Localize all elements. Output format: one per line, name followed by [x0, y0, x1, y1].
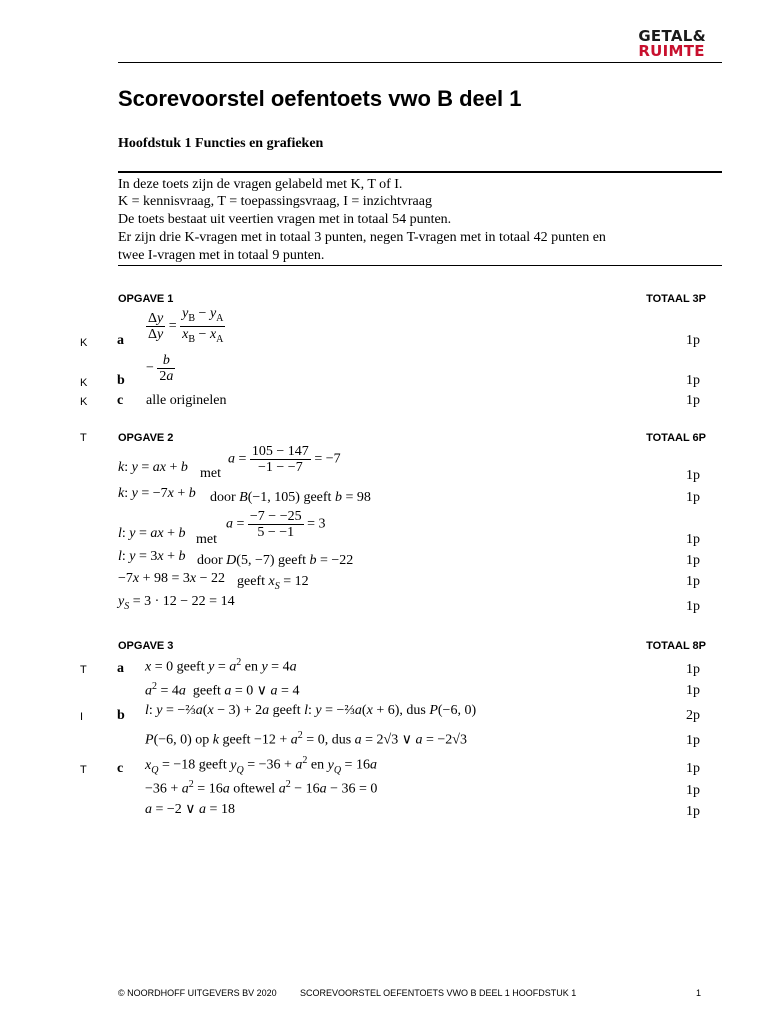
question-category: K	[80, 377, 88, 389]
answer-text: alle originelen	[146, 393, 227, 408]
word-door: door	[197, 553, 223, 568]
opgave-1-total: TOTAAL 3P	[646, 293, 706, 305]
points: 1p	[686, 393, 700, 408]
formula-k-point: door B(−1, 105) geeft b = 98	[210, 490, 371, 505]
logo-line-2: RUIMTE	[638, 42, 705, 60]
word-geeft: geeft	[176, 659, 205, 675]
points: 1p	[686, 662, 700, 677]
formula-l-line: l: y = 3x + b	[118, 549, 186, 564]
publisher-logo	[638, 29, 706, 59]
intro-line: Er zijn drie K-vragen met in totaal 3 punten, negen T-vragen met in totaal 42 punten en	[118, 230, 606, 245]
points: 1p	[686, 761, 700, 776]
question-letter: b	[117, 373, 125, 388]
points: 1p	[686, 532, 700, 547]
formula-slope-l: a = $\frac{-7 - -25}{5 - -1}$ = 3	[226, 509, 326, 540]
chapter-subtitle: Hoofdstuk 1 Functies en grafieken	[118, 136, 324, 151]
points: 1p	[686, 553, 700, 568]
formula-xs: geeft $x_S = 12$	[237, 574, 309, 592]
question-category: I	[80, 711, 84, 723]
opgave-1-heading: OPGAVE 1	[118, 293, 174, 305]
points: 1p	[686, 804, 700, 819]
formula-3b-1: l: y = −⅔a(x − 3) + 2a geeft l: y = −⅔a(x + 6), dus P(−6, 0)	[145, 703, 477, 718]
opgave-3-heading: OPGAVE 3	[118, 640, 174, 652]
formula-3c-3: a = −2 ∨ a = 18	[145, 802, 235, 817]
logo-line-1: GETAL&	[638, 27, 706, 45]
points: 1p	[686, 733, 700, 748]
formula-3a-1: x = 0 geeft $y = a^2$ en y = 4a	[145, 657, 297, 675]
question-letter: a	[117, 333, 124, 348]
points: 1p	[686, 783, 700, 798]
formula-slope-k: a = $\frac{105 - 147}{-1 - -7}$ = −7	[228, 444, 341, 475]
opgave-3-total: TOTAAL 8P	[646, 640, 706, 652]
points: 1p	[686, 599, 700, 614]
word-geeft: geeft	[237, 574, 265, 589]
points: 1p	[686, 468, 700, 483]
formula-3c-2: $-36 + a^2 = 16a$ oftewel $a^2 - 16a - 36 = 0$	[145, 779, 378, 797]
formula-intersection: −7x + 98 = 3x − 22	[118, 571, 226, 586]
page-title: Scorevoorstel oefentoets vwo B deel 1	[118, 86, 522, 111]
formula-line-k: k: y = ax + b	[118, 460, 188, 475]
formula-axis-of-symmetry: − $\frac{b}{2a}$	[146, 353, 174, 384]
word-door: door	[210, 490, 236, 505]
word-oftewel: oftewel	[233, 781, 276, 797]
formula-3c-1: $x_Q = -18$ geeft $y_Q = -36 + a^2$ en $y_Q = 16a$	[145, 755, 377, 776]
points: 1p	[686, 373, 700, 388]
formula-3b-2: P(−6, 0) op k geeft $-12 + a^2 = 0$, dus a = 2√3 ∨ a = −2√3	[145, 730, 467, 748]
intro-line: De toets bestaat uit veertien vragen met in totaal 54 punten.	[118, 212, 452, 227]
formula-line-l: l: y = ax + b	[118, 526, 186, 541]
intro-line: twee I-vragen met in totaal 9 punten.	[118, 248, 325, 263]
word-op: op	[195, 732, 210, 748]
question-category: T	[80, 764, 87, 776]
footer-document: SCOREVOORSTEL OEFENTOETS VWO B DEEL 1 HOOFDSTUK 1	[300, 988, 577, 998]
points: 2p	[686, 708, 700, 723]
points: 1p	[686, 333, 700, 348]
footer-page-number: 1	[695, 988, 701, 998]
formula-k-line: k: y = −7x + b	[118, 486, 196, 501]
question-category: T	[80, 432, 87, 444]
question-letter: c	[117, 761, 124, 776]
formula-3a-2: $a^2 = 4a$ geeft a = 0 ∨ a = 4	[145, 681, 300, 699]
header-rule	[118, 62, 722, 63]
question-category: K	[80, 396, 88, 408]
opgave-2-heading: OPGAVE 2	[118, 432, 174, 444]
word-met: met	[200, 466, 221, 481]
intro-line: K = kennisvraag, T = toepassingsvraag, I = inzichtvraag	[118, 194, 432, 209]
question-letter: b	[117, 708, 125, 723]
formula-l-point: door D(5, −7) geeft b = −22	[197, 553, 354, 568]
question-letter: a	[117, 661, 124, 676]
footer-copyright: © NOORDHOFF UITGEVERS BV 2020	[118, 988, 277, 998]
points: 1p	[686, 490, 700, 505]
word-geeft: geeft	[278, 553, 307, 568]
question-category: K	[80, 337, 88, 349]
points: 1p	[686, 683, 700, 698]
formula-ys: $y_S = 3 \cdot 12 - 22 = 14$	[118, 594, 235, 612]
word-geeft: geeft	[303, 490, 332, 505]
word-en: en	[244, 659, 258, 675]
points: 1p	[686, 574, 700, 589]
word-met: met	[196, 532, 217, 547]
intro-line: In deze toets zijn de vragen gelabeld met K, T of I.	[118, 177, 403, 192]
question-category: T	[80, 664, 87, 676]
formula-slope: $\frac{\Delta y}{\Delta y}$ = $\frac{y_B - y_A}{x_B - x_A}$	[148, 306, 224, 345]
question-letter: c	[117, 393, 124, 408]
opgave-2-total: TOTAAL 6P	[646, 432, 706, 444]
